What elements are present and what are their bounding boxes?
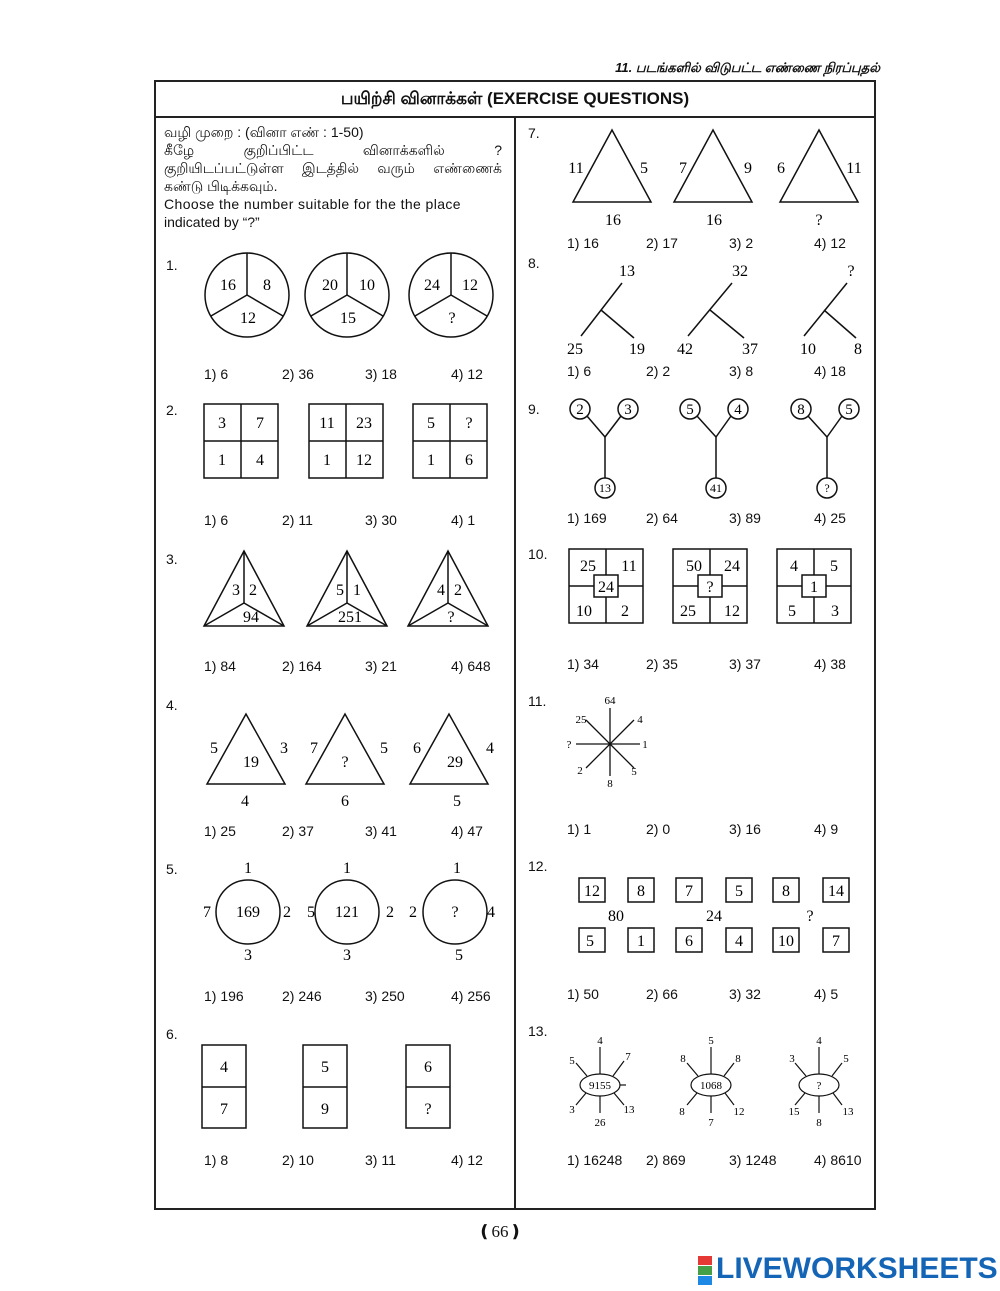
q5-option[interactable]: 1) 196 bbox=[204, 988, 244, 1004]
q10-option[interactable]: 4) 38 bbox=[814, 656, 846, 672]
q8-value: 8 bbox=[854, 341, 862, 358]
q12-value: 6 bbox=[685, 933, 693, 950]
q9-value: ? bbox=[824, 481, 830, 495]
q3-value: 2 bbox=[454, 582, 462, 599]
q10-option[interactable]: 1) 34 bbox=[567, 656, 599, 672]
q12-value: 10 bbox=[778, 933, 794, 950]
q8-value: 42 bbox=[677, 341, 693, 358]
q5-value: 1 bbox=[244, 860, 252, 877]
q11-value: 1 bbox=[642, 739, 648, 751]
q11-value: 8 bbox=[607, 778, 613, 790]
q9-value: 3 bbox=[624, 402, 632, 418]
q5-option[interactable]: 4) 256 bbox=[451, 988, 491, 1004]
q13-value: 7 bbox=[708, 1117, 714, 1129]
question-number: 7. bbox=[528, 125, 540, 141]
q13-value: 5 bbox=[569, 1055, 575, 1067]
q12-option[interactable]: 3) 32 bbox=[729, 986, 761, 1002]
page-number: ❪66❫ bbox=[477, 1222, 523, 1241]
instruction-line: கீழே குறிப்பிட்ட வினாக்களில் ? bbox=[164, 142, 502, 158]
q10-value: ? bbox=[706, 579, 714, 596]
q7-value: 9 bbox=[744, 160, 752, 177]
q8-option[interactable]: 3) 8 bbox=[729, 363, 754, 379]
q13-value: 26 bbox=[594, 1117, 606, 1129]
q7-value: 16 bbox=[706, 212, 722, 229]
q5-value: 1 bbox=[343, 860, 351, 877]
q5-value: 121 bbox=[335, 904, 359, 921]
q4-value: 29 bbox=[447, 754, 463, 771]
q3-value: 251 bbox=[338, 609, 362, 626]
q5-option[interactable]: 3) 250 bbox=[365, 988, 405, 1004]
q4-value: 3 bbox=[280, 740, 288, 757]
q5-option[interactable]: 2) 246 bbox=[282, 988, 322, 1004]
q10-value: 5 bbox=[830, 558, 838, 575]
question-number: 5. bbox=[166, 861, 178, 877]
q11-value: 4 bbox=[637, 714, 643, 726]
q7-value: 11 bbox=[568, 160, 584, 177]
q6-value: 5 bbox=[321, 1059, 329, 1076]
q13-value: 5 bbox=[843, 1053, 849, 1065]
q5-value: 169 bbox=[236, 904, 260, 921]
q13-option[interactable]: 3) 1248 bbox=[729, 1152, 777, 1168]
q3-option[interactable]: 4) 648 bbox=[451, 658, 491, 674]
question-number: 11. bbox=[528, 693, 547, 709]
q13-value: 7 bbox=[625, 1051, 631, 1063]
q1-value: ? bbox=[448, 310, 456, 327]
q4-value: 5 bbox=[380, 740, 388, 757]
q9-option[interactable]: 3) 89 bbox=[729, 510, 761, 526]
q7-value: ? bbox=[815, 212, 823, 229]
q13-value: 15 bbox=[788, 1106, 800, 1118]
q6-value: 7 bbox=[220, 1101, 228, 1118]
q1-value: 12 bbox=[462, 277, 478, 294]
q9-value: 41 bbox=[710, 481, 722, 495]
q5-value: 2 bbox=[283, 904, 291, 921]
q11-value: 64 bbox=[604, 695, 616, 707]
q5-value: 2 bbox=[386, 904, 394, 921]
q1-value: 10 bbox=[359, 277, 375, 294]
q10-value: 25 bbox=[580, 558, 596, 575]
q11-option[interactable]: 4) 9 bbox=[814, 821, 839, 837]
q13-value: 13 bbox=[623, 1104, 635, 1116]
q13-value: 3 bbox=[569, 1104, 575, 1116]
question-number: 3. bbox=[166, 551, 178, 567]
q5-value: 4 bbox=[487, 904, 495, 921]
q4-value: 6 bbox=[341, 793, 349, 810]
question-number: 9. bbox=[528, 401, 540, 417]
q2-value: 23 bbox=[356, 415, 372, 432]
q1-option[interactable]: 2) 36 bbox=[282, 366, 314, 382]
q7-option[interactable]: 3) 2 bbox=[729, 235, 754, 251]
q13-value: 13 bbox=[842, 1106, 854, 1118]
q10-value: 12 bbox=[724, 603, 740, 620]
q5-value: 5 bbox=[307, 904, 315, 921]
q12-value: 7 bbox=[832, 933, 840, 950]
q4-value: 4 bbox=[486, 740, 494, 757]
q1-option[interactable]: 1) 6 bbox=[204, 366, 229, 382]
q10-value: 1 bbox=[810, 579, 818, 596]
q10-value: 2 bbox=[621, 603, 629, 620]
q4-value: 6 bbox=[413, 740, 421, 757]
q11-value: 2 bbox=[577, 765, 583, 777]
column-divider bbox=[514, 118, 516, 1210]
q6-option[interactable]: 3) 11 bbox=[365, 1152, 396, 1168]
q12-value: 5 bbox=[586, 933, 594, 950]
q11-value: 25 bbox=[575, 714, 587, 726]
q1-value: 12 bbox=[240, 310, 256, 327]
q4-value: 5 bbox=[453, 793, 461, 810]
q13-value: 4 bbox=[816, 1035, 822, 1047]
q11-value: 5 bbox=[631, 766, 637, 778]
q13-value: 1068 bbox=[700, 1080, 722, 1092]
q12-value: 24 bbox=[706, 908, 722, 925]
q4-figure bbox=[195, 706, 505, 811]
q5-value: 1 bbox=[453, 860, 461, 877]
q2-value: 1 bbox=[427, 452, 435, 469]
q8-value: 10 bbox=[800, 341, 816, 358]
q5-value: 2 bbox=[409, 904, 417, 921]
q7-option[interactable]: 1) 16 bbox=[567, 235, 599, 251]
q11-figure bbox=[556, 692, 666, 792]
q3-value: 1 bbox=[353, 582, 361, 599]
q11-value: ? bbox=[566, 739, 572, 751]
instruction-line: indicated by “?” bbox=[164, 214, 260, 230]
question-number: 8. bbox=[528, 255, 540, 271]
q10-figure bbox=[556, 545, 871, 630]
q8-figure bbox=[556, 258, 871, 363]
q1-value: 16 bbox=[220, 277, 236, 294]
q1-value: 20 bbox=[322, 277, 338, 294]
instructions bbox=[164, 123, 502, 231]
q5-value: ? bbox=[451, 904, 459, 921]
q12-value: 80 bbox=[608, 908, 624, 925]
q3-value: ? bbox=[447, 609, 455, 626]
instruction-line: குறியிடப்பட்டுள்ள இடத்தில் வரும் எண்ணைக் bbox=[164, 160, 502, 176]
q8-value: ? bbox=[847, 263, 855, 280]
q12-figure bbox=[556, 870, 871, 960]
q13-value: ? bbox=[816, 1080, 822, 1092]
q9-option[interactable]: 2) 64 bbox=[646, 510, 678, 526]
q12-value: 8 bbox=[782, 883, 790, 900]
q6-value: 9 bbox=[321, 1101, 329, 1118]
q11-option[interactable]: 1) 1 bbox=[567, 821, 592, 837]
q3-value: 94 bbox=[243, 609, 259, 626]
q3-option[interactable]: 3) 21 bbox=[365, 658, 397, 674]
q9-value: 2 bbox=[576, 402, 584, 418]
q8-value: 37 bbox=[742, 341, 758, 358]
question-number: 10. bbox=[528, 546, 548, 562]
q13-value: 3 bbox=[789, 1053, 795, 1065]
q2-option[interactable]: 2) 11 bbox=[282, 512, 313, 528]
instruction-line: வழி முறை : (வினா எண் : 1-50) bbox=[164, 124, 364, 140]
q12-option[interactable]: 1) 50 bbox=[567, 986, 599, 1002]
q7-option[interactable]: 2) 17 bbox=[646, 235, 678, 251]
q10-value: 24 bbox=[724, 558, 740, 575]
q4-value: 7 bbox=[310, 740, 318, 757]
q7-figure bbox=[556, 120, 871, 230]
q2-option[interactable]: 3) 30 bbox=[365, 512, 397, 528]
q13-option[interactable]: 2) 869 bbox=[646, 1152, 686, 1168]
q10-option[interactable]: 2) 35 bbox=[646, 656, 678, 672]
q13-option[interactable]: 1) 16248 bbox=[567, 1152, 623, 1168]
q1-figure bbox=[195, 245, 505, 345]
q1-value: 8 bbox=[263, 277, 271, 294]
q13-value: 5 bbox=[708, 1035, 714, 1047]
question-number: 1. bbox=[166, 257, 178, 273]
q3-option[interactable]: 2) 164 bbox=[282, 658, 322, 674]
instruction-line: Choose the number suitable for the the place bbox=[164, 196, 461, 212]
q10-value: 11 bbox=[621, 558, 637, 575]
q13-value: 8 bbox=[816, 1117, 822, 1129]
q8-value: 25 bbox=[567, 341, 583, 358]
q6-option[interactable]: 1) 8 bbox=[204, 1152, 229, 1168]
q9-value: 4 bbox=[734, 402, 742, 418]
q10-value: 3 bbox=[831, 603, 839, 620]
q9-value: 13 bbox=[599, 481, 611, 495]
q12-value: 12 bbox=[584, 883, 600, 900]
q4-value: 4 bbox=[241, 793, 249, 810]
q13-value: 4 bbox=[597, 1035, 603, 1047]
q8-value: 13 bbox=[619, 263, 635, 280]
q9-figure bbox=[556, 395, 871, 503]
q10-value: 10 bbox=[576, 603, 592, 620]
q13-value: 9155 bbox=[589, 1080, 611, 1092]
q5-value: 7 bbox=[203, 904, 211, 921]
q3-figure bbox=[195, 545, 505, 630]
q10-value: 50 bbox=[686, 558, 702, 575]
q4-option[interactable]: 1) 25 bbox=[204, 823, 236, 839]
q2-value: 5 bbox=[427, 415, 435, 432]
q12-value: 8 bbox=[637, 883, 645, 900]
q9-option[interactable]: 4) 25 bbox=[814, 510, 846, 526]
q8-option[interactable]: 1) 6 bbox=[567, 363, 592, 379]
q9-value: 8 bbox=[797, 402, 805, 418]
q2-value: 1 bbox=[218, 452, 226, 469]
q5-value: 3 bbox=[244, 947, 252, 964]
q8-value: 19 bbox=[629, 341, 645, 358]
question-number: 4. bbox=[166, 697, 178, 713]
question-number: 13. bbox=[528, 1023, 548, 1039]
q1-value: 15 bbox=[340, 310, 356, 327]
q12-option[interactable]: 2) 66 bbox=[646, 986, 678, 1002]
q7-value: 5 bbox=[640, 160, 648, 177]
q3-value: 5 bbox=[336, 582, 344, 599]
q2-figure bbox=[195, 398, 495, 483]
q4-option[interactable]: 4) 47 bbox=[451, 823, 483, 839]
q13-value: 8 bbox=[680, 1053, 686, 1065]
q6-figure bbox=[195, 1040, 495, 1132]
q12-value: 14 bbox=[828, 883, 844, 900]
q4-option[interactable]: 2) 37 bbox=[282, 823, 314, 839]
section-title: பயிற்சி வினாக்கள் (EXERCISE QUESTIONS) bbox=[154, 80, 876, 118]
q10-value: 4 bbox=[790, 558, 798, 575]
q10-value: 25 bbox=[680, 603, 696, 620]
instruction-line: கண்டு பிடிக்கவும். bbox=[164, 178, 278, 194]
q2-value: 4 bbox=[256, 452, 264, 469]
q3-option[interactable]: 1) 84 bbox=[204, 658, 236, 674]
q4-option[interactable]: 3) 41 bbox=[365, 823, 397, 839]
q13-figure bbox=[556, 1033, 871, 1133]
q13-option[interactable]: 4) 8610 bbox=[814, 1152, 862, 1168]
q9-option[interactable]: 1) 169 bbox=[567, 510, 607, 526]
q5-value: 5 bbox=[455, 947, 463, 964]
q2-value: 12 bbox=[356, 452, 372, 469]
q13-value: 12 bbox=[733, 1106, 745, 1118]
q2-value: 3 bbox=[218, 415, 226, 432]
q7-value: 7 bbox=[679, 160, 687, 177]
q11-option[interactable]: 3) 16 bbox=[729, 821, 761, 837]
q7-value: 6 bbox=[777, 160, 785, 177]
q8-value: 32 bbox=[732, 263, 748, 280]
q8-option[interactable]: 2) 2 bbox=[646, 363, 671, 379]
q2-value: 6 bbox=[465, 452, 473, 469]
question-number: 2. bbox=[166, 402, 178, 418]
q6-value: 6 bbox=[424, 1059, 432, 1076]
q10-value: 5 bbox=[788, 603, 796, 620]
chapter-header: 11. படங்களில் விடுபட்ட எண்ணை நிரப்புதல் bbox=[615, 60, 880, 75]
q4-value: 19 bbox=[243, 754, 259, 771]
q2-option[interactable]: 4) 1 bbox=[451, 512, 476, 528]
q6-value: 4 bbox=[220, 1059, 228, 1076]
q5-figure bbox=[195, 855, 505, 970]
question-number: 6. bbox=[166, 1026, 178, 1042]
q2-option[interactable]: 1) 6 bbox=[204, 512, 229, 528]
q2-value: 7 bbox=[256, 415, 264, 432]
q4-value: ? bbox=[341, 754, 349, 771]
liveworksheets-logo-icon bbox=[698, 1256, 712, 1284]
q3-value: 3 bbox=[232, 582, 240, 599]
q3-value: 4 bbox=[437, 582, 445, 599]
q9-value: 5 bbox=[686, 402, 694, 418]
q10-value: 24 bbox=[598, 579, 614, 596]
q2-value: ? bbox=[465, 415, 473, 432]
q12-value: 7 bbox=[685, 883, 693, 900]
q2-value: 1 bbox=[323, 452, 331, 469]
q2-value: 11 bbox=[319, 415, 335, 432]
q12-value: 1 bbox=[637, 933, 645, 950]
q7-value: 16 bbox=[605, 212, 621, 229]
q12-option[interactable]: 4) 5 bbox=[814, 986, 839, 1002]
q1-option[interactable]: 3) 18 bbox=[365, 366, 397, 382]
q1-option[interactable]: 4) 12 bbox=[451, 366, 483, 382]
brand-wordmark[interactable]: LIVEWORKSHEETS bbox=[716, 1252, 998, 1285]
q3-value: 2 bbox=[249, 582, 257, 599]
q11-option[interactable]: 2) 0 bbox=[646, 821, 671, 837]
q7-option[interactable]: 4) 12 bbox=[814, 235, 846, 251]
q13-value: 8 bbox=[679, 1106, 685, 1118]
q9-value: 5 bbox=[845, 402, 853, 418]
q6-option[interactable]: 2) 10 bbox=[282, 1152, 314, 1168]
q4-value: 5 bbox=[210, 740, 218, 757]
q5-value: 3 bbox=[343, 947, 351, 964]
q10-option[interactable]: 3) 37 bbox=[729, 656, 761, 672]
q8-option[interactable]: 4) 18 bbox=[814, 363, 846, 379]
q12-value: 5 bbox=[735, 883, 743, 900]
q7-value: 11 bbox=[846, 160, 862, 177]
q12-value: 4 bbox=[735, 933, 743, 950]
q1-value: 24 bbox=[424, 277, 440, 294]
q13-value: 8 bbox=[735, 1053, 741, 1065]
question-number: 12. bbox=[528, 858, 548, 874]
q12-value: ? bbox=[806, 908, 814, 925]
q6-value: ? bbox=[424, 1101, 432, 1118]
q6-option[interactable]: 4) 12 bbox=[451, 1152, 483, 1168]
